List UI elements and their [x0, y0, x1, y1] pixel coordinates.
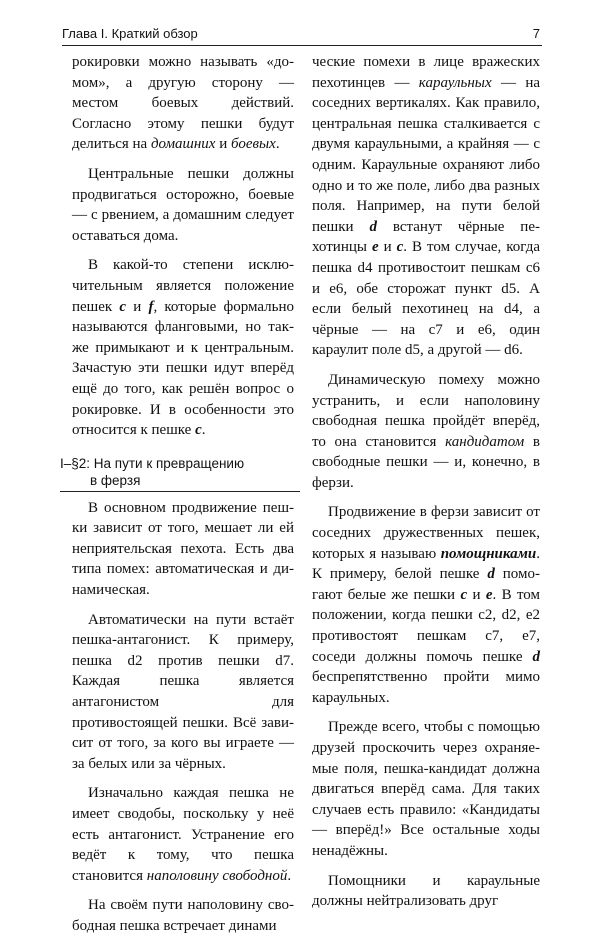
right-column: [312, 52, 540, 912]
pawn-letter: c: [119, 298, 127, 315]
left-column: [60, 52, 294, 937]
italic-term: кандидатом: [445, 433, 525, 450]
paragraph: Помощники и караульные должны нейтрализовать друг: [312, 872, 540, 910]
pawn-letter: d: [487, 566, 495, 583]
paragraph: Автоматически на пути встаёт пешка-антагонист. К примеру, пешка d2 против пешки d7. Каждая пешка является антагонистом для противостоящей пешки. Всё зависит от того, за кого вы играете — за белых или за чёрных.: [72, 611, 294, 772]
pawn-letter: f: [148, 298, 154, 315]
italic-term: домашних: [150, 136, 216, 153]
heading-line-1: I–§2: На пути к превращению: [60, 455, 245, 471]
pawn-letter: c: [195, 422, 202, 439]
pawn-letter: c: [460, 586, 468, 603]
page-number: 7: [532, 26, 540, 41]
paragraph: В какой-то степени исключительным является положение пешек c и f, которые формально называются фланговыми, но также примыкают и к центральным. Зачастую эти пешки идут вперёд ещё до того, как решён вопрос о рокировке. И в особенности это относится к пешке c.: [72, 257, 294, 439]
italic-term: караульных: [418, 74, 492, 91]
italic-term: помощниками: [440, 545, 537, 562]
italic-term: наполовину свободной: [146, 867, 288, 884]
pawn-letter: e: [485, 586, 493, 603]
section-heading: [60, 455, 300, 492]
italic-term: боевых: [231, 136, 276, 153]
chapter-title: Глава I. Краткий обзор: [62, 26, 198, 41]
paragraph: Продвижение в ферзи зависит от соседних дружественных пешек, которых я называю помощниками. К примеру, белой пешке d помогают белые же пешки c и e. В том положении, когда пешки c2, d2, e2 противостоят пешкам c7, e7, соседи должны помочь пешке d беспрепятственно пройти мимо караульных.: [312, 504, 541, 706]
paragraph: ческие помехи в лице вражеских пехотинцев — караульных — на соседних вертикалях. Как правило, центральная пешка сталкивается с двумя караульными, а крайняя — с одним. Караульные охраняют либо одно и то же поле, либо два разных поля. Например, на пути белой пешки d встанут чёрные пехотинцы e и c. В том случае, когда пешка d4 противостоит пешкам c6 и e6, обе сторожат пункт d5. А если белый пехотинец на d4, а чёрные — на c7 и e6, один караулит поле d5, а другой — d6.: [312, 54, 541, 359]
paragraph: Центральные пешки должны продвигаться осторожно, боевые — с рвением, а домашним следует оставаться дома.: [72, 165, 294, 244]
paragraph: Динамическую помеху можно устранить, и если наполовину свободная пешка пройдёт вперёд, то она становится кандидатом в свободные пешки — и, конечно, в ферзи.: [312, 371, 540, 491]
paragraph: рокировки можно называть «домом», а другую сторону — местом боевых действий. Согласно этому пешки будут делиться на домашних и боевых.: [72, 54, 294, 153]
paragraph: На своём пути наполовину свободная пешка встречает динами: [72, 897, 294, 934]
pawn-letter: d: [532, 648, 540, 665]
heading-line-2: в ферзя: [90, 472, 141, 488]
pawn-letter: e: [371, 239, 379, 256]
paragraph: Прежде всего, чтобы с помощью друзей проскочить через охраняемые поля, пешка-кандидат должна двигаться вперёд сама. Для таких случаев есть правило: «Кандидаты — вперёд!» Все остальные ходы ненадёжны.: [312, 719, 540, 859]
paragraph: В основном продвижение пешки зависит от того, мешает ли ей неприятельская пехота. Есть два типа помех: автоматическая и динамическая.: [72, 499, 294, 599]
paragraph: Изначально каждая пешка не имеет сводобы, поскольку у неё есть антагонист. Устранение его ведёт к тому, что пешка становится наполовину свободной.: [72, 785, 294, 884]
running-header: [62, 24, 540, 46]
pawn-letter: c: [396, 239, 404, 256]
header-rule: [62, 45, 542, 46]
pawn-letter: d: [369, 218, 377, 235]
